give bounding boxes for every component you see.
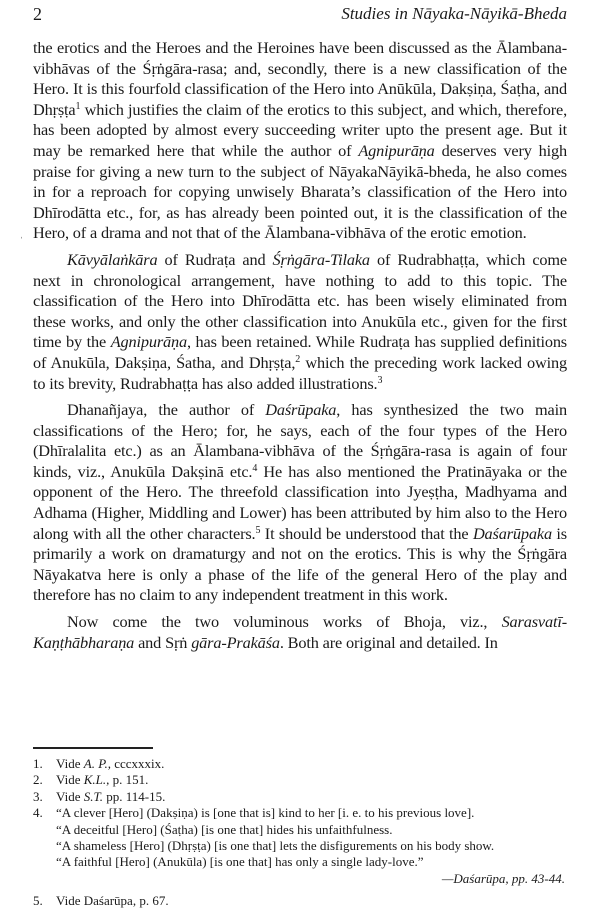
footnote-text: Vide S.T. pp. 114-15.: [56, 788, 166, 804]
footnote-quote-line: “A deceitful [Hero] (Śaṭha) [is one that] hides his unfaithfulness.: [56, 821, 393, 837]
footnote-number: 1.: [33, 756, 43, 771]
footnote: [33, 756, 567, 772]
running-head: Studies in Nāyaka-Nāyikā-Bheda: [341, 4, 567, 23]
italic-title: Daśarūpaka: [472, 523, 552, 543]
italic-title: Agnipurāṇa: [110, 332, 187, 352]
footnote-reference: 5: [255, 524, 261, 536]
italic-title: Daśrūpaka: [265, 400, 337, 420]
footnote: [33, 893, 567, 909]
footnote-text: Vide Daśarūpa, p. 67.: [56, 893, 169, 909]
footnote-number: 4.: [33, 805, 43, 821]
footnote-reference: 1: [75, 100, 81, 112]
page-header: [33, 2, 567, 26]
footnotes: [33, 756, 567, 910]
footnote-quote-line: “A shameless [Hero] (Dhṛṣṭa) [is one that] lets the disfigurements on his body show.: [56, 838, 495, 854]
paragraph: the erotics and the Heroes and the Heroines have been discussed as the Ālambana-vibhāvas of the Śṛṅgāra-rasa; and, secondly, there is a new classification of the Hero. It is this fourfold classification of the Hero into Anūkūla, Dakṣiṇa, Śaṭha, and Dhṛṣṭa$^1$ which justifies the claim of the erotics to this subject, and which, therefore, has been adopted by almost every succeeding writer upto the present age. But it may be remarked here that while the author of Agnipurāṇa deserves very high praise for giving a new turn to the subject of NāyakaNāyikā-bheda, he also comes in for a reproach for copying unwisely Bharata’s classification of the Hero into Dhīrodātta etc., for, as has already been pointed out, it is the classification of the Hero, of a drama and not that of the Ālambana-vibhāva of the erotic emotion.: [33, 38, 568, 243]
footnote-source: —Daśarūpa, pp. 43-44.: [441, 870, 565, 886]
footnote-text: [56, 805, 567, 887]
footnote-reference: 2: [295, 353, 301, 365]
footnote-text: Vide A. P., cccxxxix.: [56, 756, 165, 771]
footnote-number: 2.: [33, 772, 43, 788]
footnote-number: 5.: [33, 893, 43, 909]
italic-title: Kāvyālaṅkāra: [67, 249, 158, 269]
footnote: [33, 805, 567, 887]
stray-mark: ˌ: [20, 228, 24, 239]
italic-title: Śṛṅgāra-Tilaka: [272, 249, 370, 269]
italic-title: Agnipurāṇa: [358, 140, 435, 160]
footnote-text: Vide K.L., p. 151.: [56, 772, 149, 788]
footnote: [33, 789, 567, 805]
footnote-quote-line: “A faithful [Hero] (Anukūla) [is one that] has only a single lady-love.”: [56, 854, 424, 870]
footnote: [33, 772, 567, 788]
body-text: [33, 38, 567, 653]
footnote-number: 3.: [33, 788, 43, 804]
paragraph: Dhanañjaya, the author of Daśrūpaka, has synthesized the two main classifications of the Hero; for, he says, each of the four types of the Hero (Dhīralalita etc.) as an Ālambana-vibhāva of the Śṛṅgāra-rasa is again of four kinds, viz., Anukūla Dakṣinā etc.$^4$ He has also mentioned the Pratināyaka or the opponent of the Hero. The threefold classification into Jyeṣṭha, Madhyama and Adhama (Higher, Middling and Lower) has been attributed by him also to the Hero along with all the other characters.$^5$ It should be understood that the Daśarūpaka is primarily a work on dramaturgy and not on the erotics. This is why the Śṛṅgāra Nāyakatva here is only a phase of the life of the general Hero of the play and therefore has no claim to any independent treatment in this work.: [33, 400, 568, 605]
page-number: 2: [33, 4, 42, 24]
footnote-reference: 3: [377, 374, 383, 386]
italic-title: gāra-Prakāśa: [191, 632, 280, 652]
italic-title: Sarasvatī-Kaṇṭhābharaṇa: [33, 612, 567, 652]
footnote-separator: [33, 747, 153, 749]
footnote-reference: 4: [252, 462, 258, 474]
footnote-quote-line: “A clever [Hero] (Dakṣiṇa) is [one that is] kind to her [i. e. to his previous love].: [56, 805, 475, 821]
italic-title: S.T.: [83, 788, 104, 804]
paragraph: Now come the two voluminous works of Bhoja, viz., Sarasvatī-Kaṇṭhābharaṇa and Sṛṅ gāra-Prakāśa. Both are original and detailed. In: [33, 612, 567, 652]
paragraph: Kāvyālaṅkāra of Rudraṭa and Śṛṅgāra-Tilaka of Rudrabhaṭṭa, which come next in chronological arrangement, have nothing to add to this topic. The classification of the Hero into Dhīrodātta etc. has been wisely eliminated from these works, and only the other classification into Anukūla etc., given for the first time by the Agnipurāṇa, has been retained. While Rudraṭa has supplied definitions of Anukūla, Dakṣiṇa, Śatha, and Dhṛṣṭa,$^2$ which the preceding work lacked owing to its brevity, Rudrabhaṭṭa has also added illustrations.$^3$: [33, 249, 567, 393]
italic-title: A. P.,: [83, 756, 111, 771]
italic-title: K.L.,: [83, 772, 110, 788]
